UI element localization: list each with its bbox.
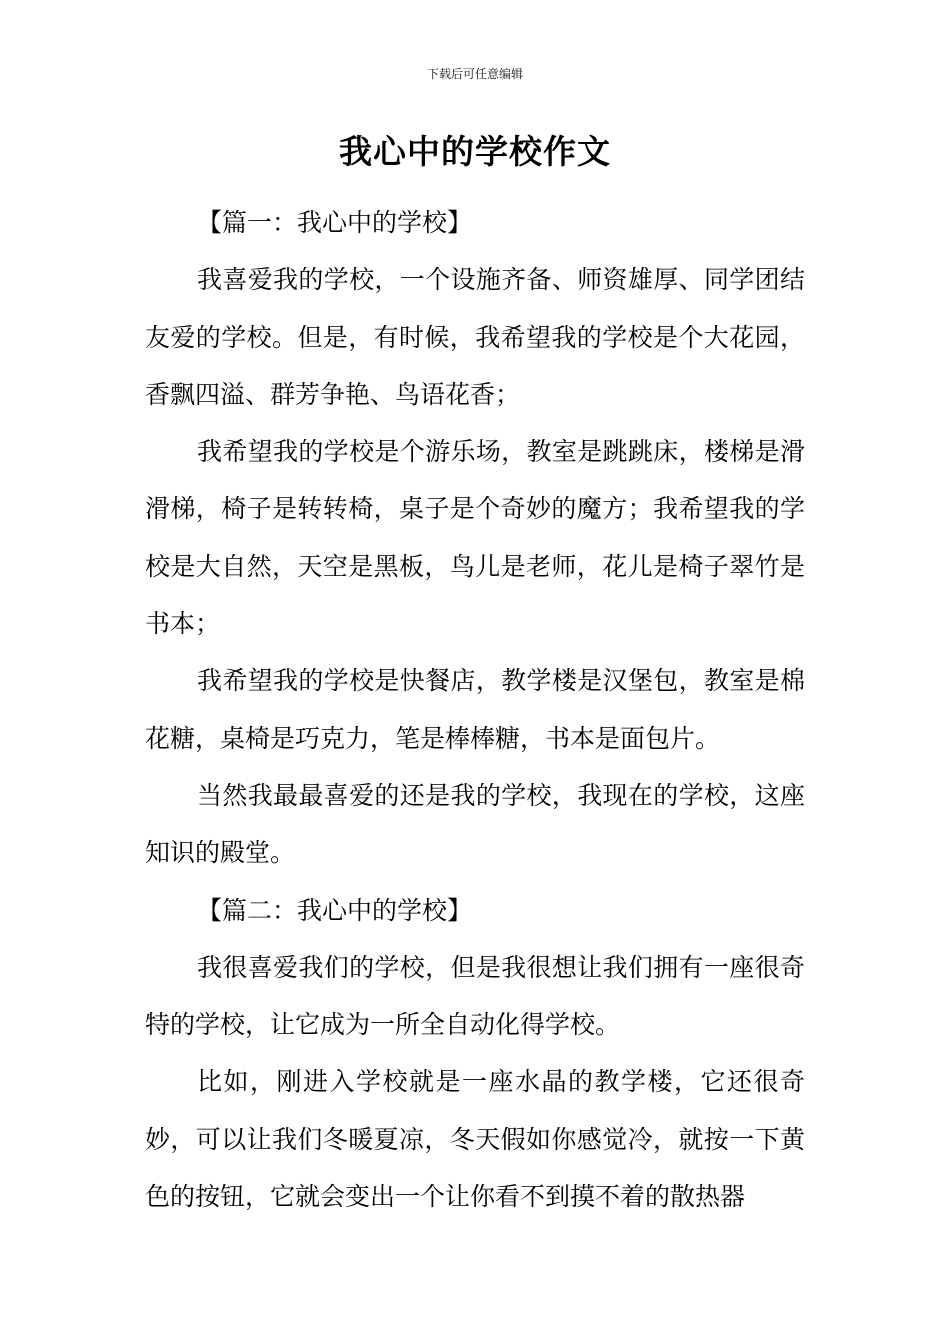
- document-body: [145, 194, 805, 1225]
- paragraph: 当然我最最喜爱的还是我的学校，我现在的学校，这座知识的殿堂。: [145, 780, 805, 868]
- section-heading-1: 【篇一：我心中的学校】: [197, 208, 473, 237]
- section-heading-2: 【篇二：我心中的学校】: [197, 895, 473, 925]
- paragraph: 我很喜爱我们的学校，但是我很想让我们拥有一座很奇特的学校，让它成为一所全自动化得学校。: [145, 952, 805, 1040]
- paragraph: 我希望我的学校是个游乐场，教室是跳跳床，楼梯是滑滑梯，椅子是转转椅，桌子是个奇妙的魔方；我希望我的学校是大自然，天空是黑板，鸟儿是老师，花儿是椅子翠竹是书本；: [145, 437, 805, 639]
- paragraph: 我希望我的学校是快餐店，教学楼是汉堡包，教室是棉花糖，桌椅是巧克力，笔是棒棒糖，书本是面包片。: [145, 666, 805, 753]
- paragraph: 我喜爱我的学校，一个设施齐备、师资雄厚、同学团结友爱的学校。但是，有时候，我希望我的学校是个大花园，香飘四溢、群芳争艳、鸟语花香；: [145, 265, 805, 409]
- paragraph: 比如，刚进入学校就是一座水晶的教学楼，它还很奇妙，可以让我们冬暖夏凉，冬天假如你感觉冷，就按一下黄色的按钮，它就会变出一个让你看不到摸不着的散热器: [145, 1067, 805, 1212]
- header-note: 下载后可任意编辑: [426, 67, 523, 81]
- document-title: 我心中的学校作文: [339, 132, 611, 171]
